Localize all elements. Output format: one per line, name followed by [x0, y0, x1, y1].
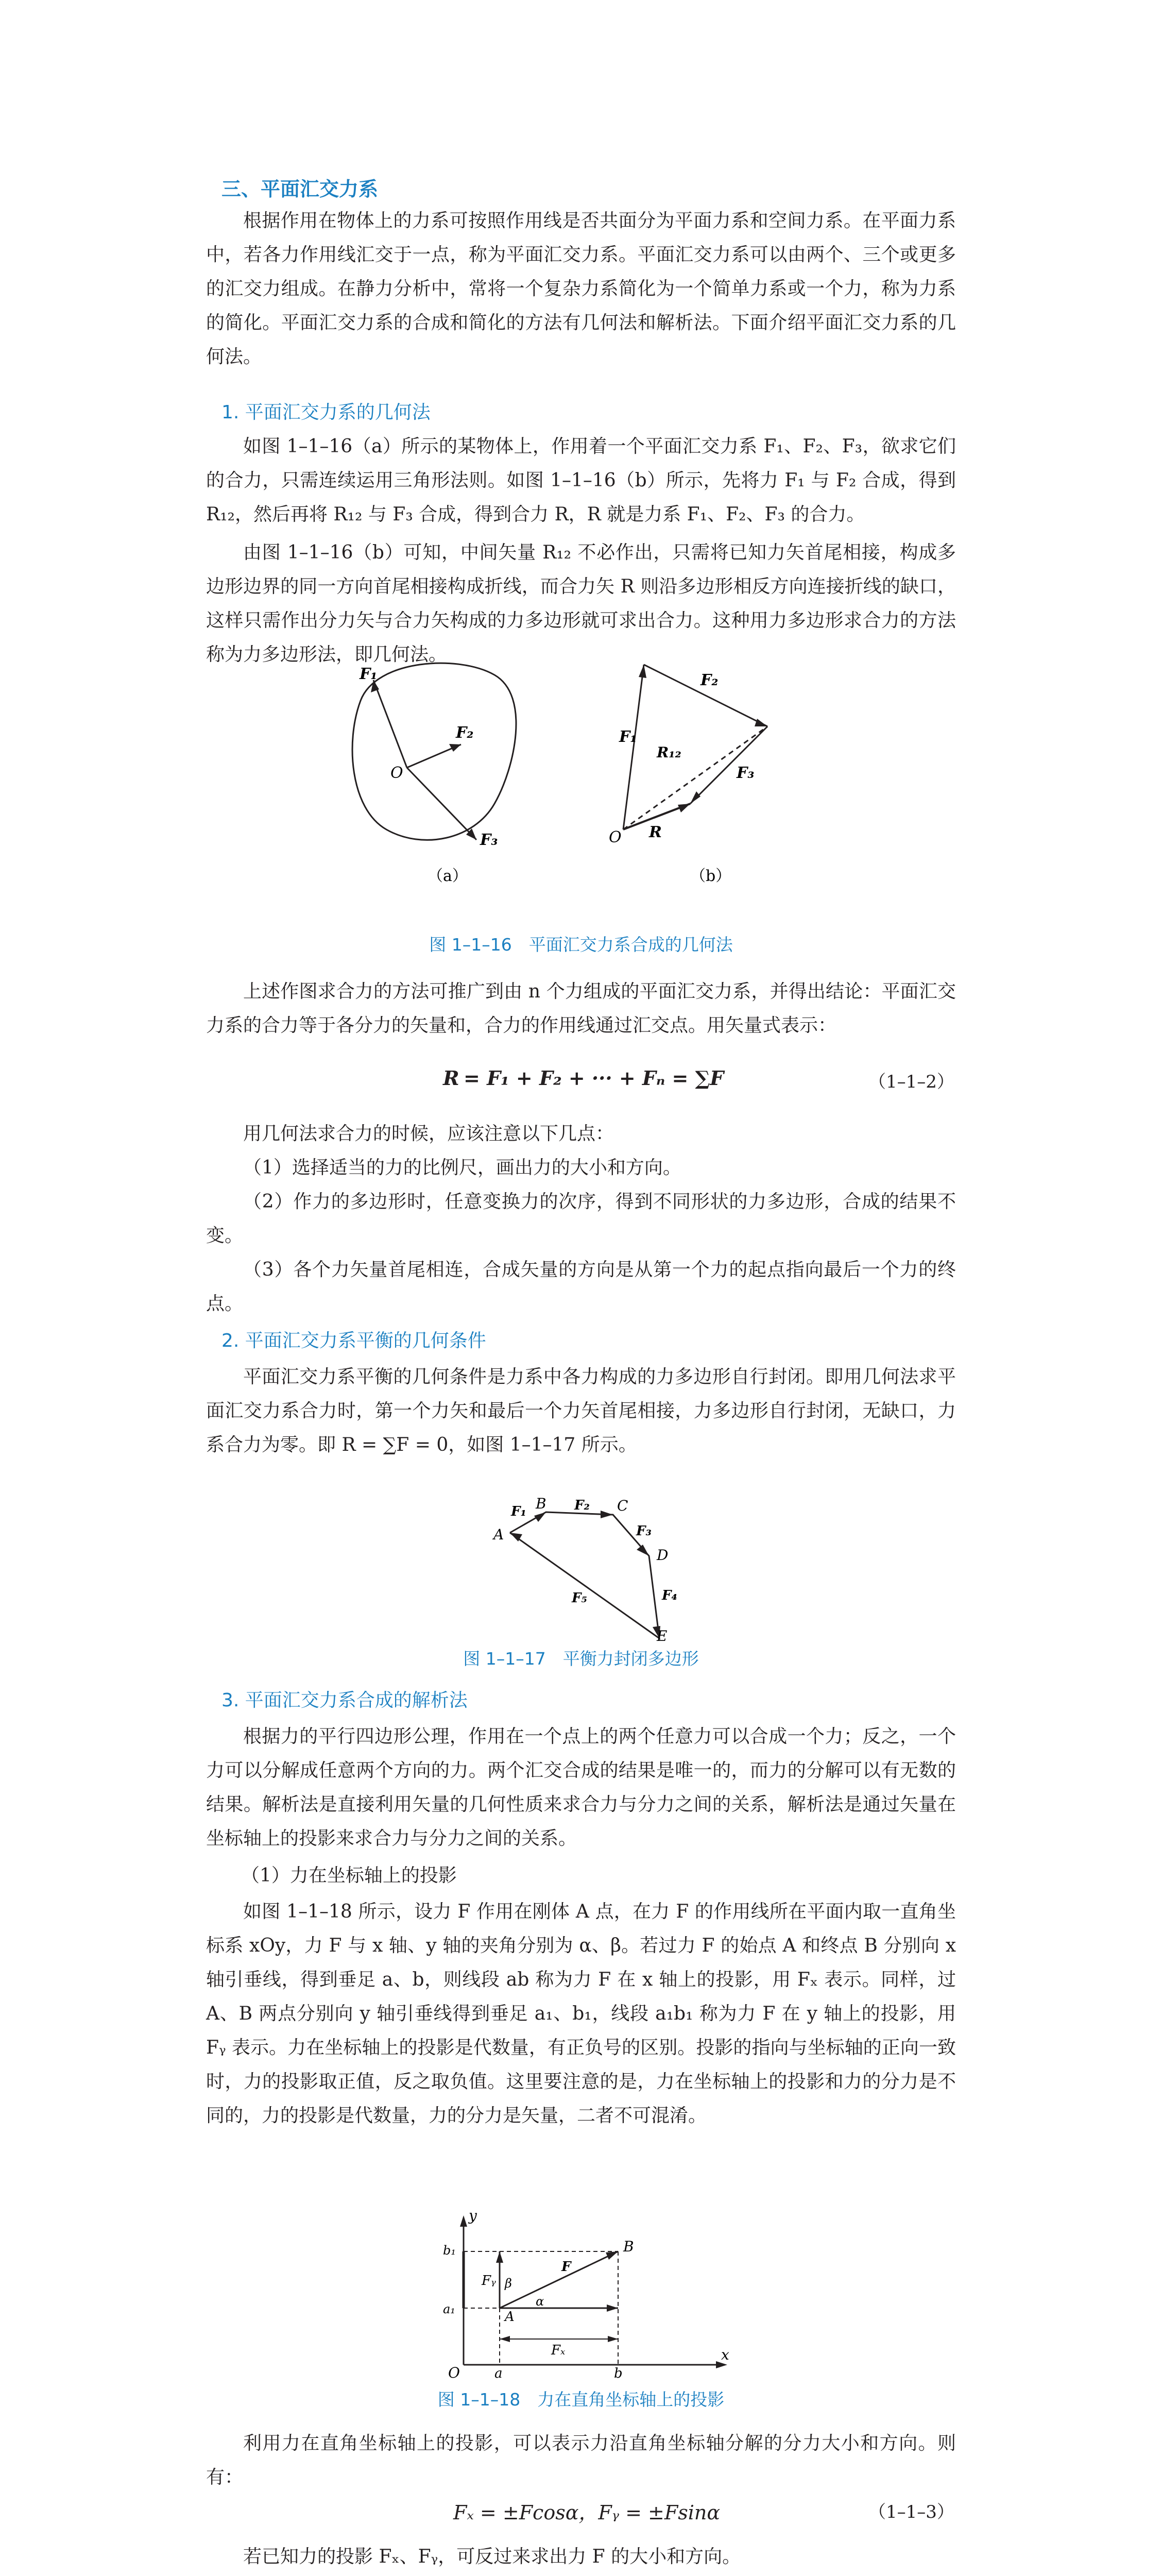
eq-1-1-3: Fₓ = ±Fcosα，Fᵧ = ±Fsinα	[453, 2501, 721, 2524]
label-c-17: C	[617, 1497, 628, 1514]
fig16b-sub: （b）	[690, 867, 731, 885]
label-b-foot-18: b	[614, 2366, 623, 2380]
paragraph-projection: 如图 1–1–18 所示，设力 F 作用在刚体 A 点，在力 F 的作用线所在平面内取一直角坐标系 xOy，力 F 与 x 轴、y 轴的夹角分别为 α、β。若过力 F 的始点 A 和终点 B 分别向 x 轴引垂线，得到垂足 a、b，则线段 ab 称为力 F 在 x 轴上的投影，用 Fₓ 表示。同样，过 A、B 两点分别向 y 轴引垂线得到垂足 a₁、b₁，线段 a₁b₁ 称为力 F 在 y 轴上的投影，用 Fᵧ 表示。力在坐标轴上的投影是代数量，有正负号的区别。投影的指向与坐标轴的正向一致时，力的投影取正值，反之取负值。这里要注意的是，力在坐标轴上的投影和力的分力是不同的，力的投影是代数量，力的分力是矢量，二者不可混淆。	[206, 1901, 956, 2126]
label-o-b: O	[609, 828, 622, 846]
label-r: R	[649, 823, 662, 841]
note-3: （3）各个力矢量首尾相连，合成矢量的方向是从第一个力的起点指向最后一个力的终点。	[206, 1259, 956, 1314]
paragraph-force-polygon: 由图 1–1–16（b）可知，中间矢量 R₁₂ 不必作出，只需将已知力矢首尾相接，构成多边形边界的同一方向首尾相接构成折线，而合力矢 R 则沿多边形相反方向连接折线的缺口，这样只需作出分力矢与合力矢构成的力多边形就可求出合力。这种用力多边形求合力的方法称为力多边形法，即几何法。	[206, 542, 956, 665]
label-o-18: O	[448, 2364, 460, 2380]
label-fy-18: Fᵧ	[482, 2273, 496, 2289]
label-f5-17: F₅	[572, 1590, 587, 1606]
label-b1-18: b₁	[443, 2243, 456, 2258]
label-f1-17: F₁	[511, 1504, 526, 1519]
label-f3: F₃	[480, 831, 498, 849]
paragraph-projection-use: 利用力在直角坐标轴上的投影，可以表示力沿直角坐标轴分解的分力大小和方向。则有：	[206, 2433, 956, 2488]
subheading-geometric-method: 1. 平面汇交力系的几何法	[221, 402, 431, 423]
note-1: （1）选择适当的力的比例尺，画出力的大小和方向。	[243, 1157, 681, 1178]
label-a-17: A	[493, 1526, 504, 1543]
label-a1-18: a₁	[443, 2302, 455, 2316]
label-f2: F₂	[456, 724, 474, 742]
figure-1-1-16b	[608, 639, 824, 886]
subheading-equilibrium-geometric: 2. 平面汇交力系平衡的几何条件	[221, 1330, 486, 1351]
label-e-17: E	[657, 1628, 668, 1643]
subheading-analytical-method: 3. 平面汇交力系合成的解析法	[221, 1690, 468, 1711]
subheading-projection: （1）力在坐标轴上的投影	[241, 1865, 457, 1886]
figure-1-1-17	[479, 1484, 695, 1643]
label-beta-18: β	[505, 2276, 512, 2291]
label-b-point-18: B	[623, 2238, 634, 2255]
label-alpha-18: α	[536, 2294, 544, 2309]
label-a-point-18: A	[505, 2309, 515, 2325]
caption-fig-1-1-16: 图 1–1–16 平面汇交力系合成的几何法	[429, 935, 733, 955]
paragraph-fig16-intro: 如图 1–1–16（a）所示的某物体上，作用着一个平面汇交力系 F₁、F₂、F₃，欲求它们的合力，只需连续运用三角形法则。如图 1–1–16（b）所示，先将力 F₁ 与 F₂ 合成，得到 R₁₂，然后再将 R₁₂ 与 F₃ 合成，得到合力 R，R 就是力系 F₁、F₂、F₃ 的合力。	[206, 436, 956, 525]
paragraph-notes-intro: 用几何法求合力的时候，应该注意以下几点：	[243, 1123, 614, 1144]
caption-fig-1-1-17: 图 1–1–17 平衡力封闭多边形	[463, 1649, 699, 1669]
label-f4-17: F₄	[662, 1588, 677, 1603]
fig16a-sub: （a）	[428, 867, 468, 885]
figure-1-1-18	[433, 2205, 742, 2380]
label-f2-b: F₂	[700, 671, 719, 689]
eq-1-1-2-rhs: = F₁ + F₂ + ··· + Fₙ = ∑F	[464, 1066, 724, 1090]
paragraph-n-forces: 上述作图求合力的方法可推广到由 n 个力组成的平面汇交力系，并得出结论：平面汇交力系的合力等于各分力的矢量和，合力的作用线通过汇交点。用矢量式表示：	[206, 981, 956, 1036]
label-f3-17: F₃	[636, 1523, 652, 1539]
eq-1-1-2-number: （1–1–2）	[868, 1072, 954, 1092]
label-o: O	[390, 764, 403, 782]
label-a-foot-18: a	[494, 2366, 503, 2380]
paragraph-parallelogram: 根据力的平行四边形公理，作用在一个点上的两个任意力可以合成一个力；反之，一个力可以分解成任意两个方向的力。两个汇交合成的结果是唯一的，而力的分解可以有无数的结果。解析法是直接利用矢量的几何性质来求合力与分力之间的关系，解析法是通过矢量在坐标轴上的投影来求合力与分力之间的关系。	[206, 1726, 956, 1849]
label-x-18: x	[721, 2346, 729, 2363]
label-f3-b: F₃	[737, 764, 755, 782]
label-b-17: B	[536, 1495, 546, 1512]
caption-fig-1-1-18: 图 1–1–18 力在直角坐标轴上的投影	[437, 2389, 725, 2410]
label-r12: R₁₂	[657, 744, 681, 761]
label-d-17: D	[657, 1547, 669, 1564]
eq-1-1-2-lhs: R	[443, 1066, 459, 1090]
label-f1: F₁	[360, 665, 378, 683]
intro-paragraph: 根据作用在物体上的力系可按照作用线是否共面分为平面力系和空间力系。在平面力系中，若各力作用线汇交于一点，称为平面汇交力系。平面汇交力系可以由两个、三个或更多的汇交力组成。在静力分析中，常将一个复杂力系简化为一个简单力系或一个力，称为力系的简化。平面汇交力系的合成和简化的方法有几何法和解析法。下面介绍平面汇交力系的几何法。	[206, 210, 956, 367]
figure-1-1-16a	[330, 639, 546, 886]
paragraph-inverse: 若已知力的投影 Fₓ、Fᵧ，可反过来求出力 F 的大小和方向。	[243, 2546, 741, 2567]
label-f-18: F	[561, 2259, 571, 2275]
label-y-18: y	[469, 2207, 477, 2224]
note-2: （2）作力的多边形时，任意变换力的次序，得到不同形状的力多边形，合成的结果不变。	[206, 1191, 956, 1246]
label-f1-b: F₁	[619, 728, 637, 746]
section-title: 三、平面汇交力系	[221, 178, 379, 200]
paragraph-closed-polygon: 平面汇交力系平衡的几何条件是力系中各力构成的力多边形自行封闭。即用几何法求平面汇交力系合力时，第一个力矢和最后一个力矢首尾相接，力多边形自行封闭，无缺口，力系合力为零。即 R = ∑F = 0，如图 1–1–17 所示。	[206, 1366, 956, 1455]
label-fx-18: Fₓ	[551, 2343, 566, 2358]
label-f2-17: F₂	[574, 1498, 590, 1513]
eq-1-1-3-number: （1–1–3）	[868, 2502, 954, 2522]
